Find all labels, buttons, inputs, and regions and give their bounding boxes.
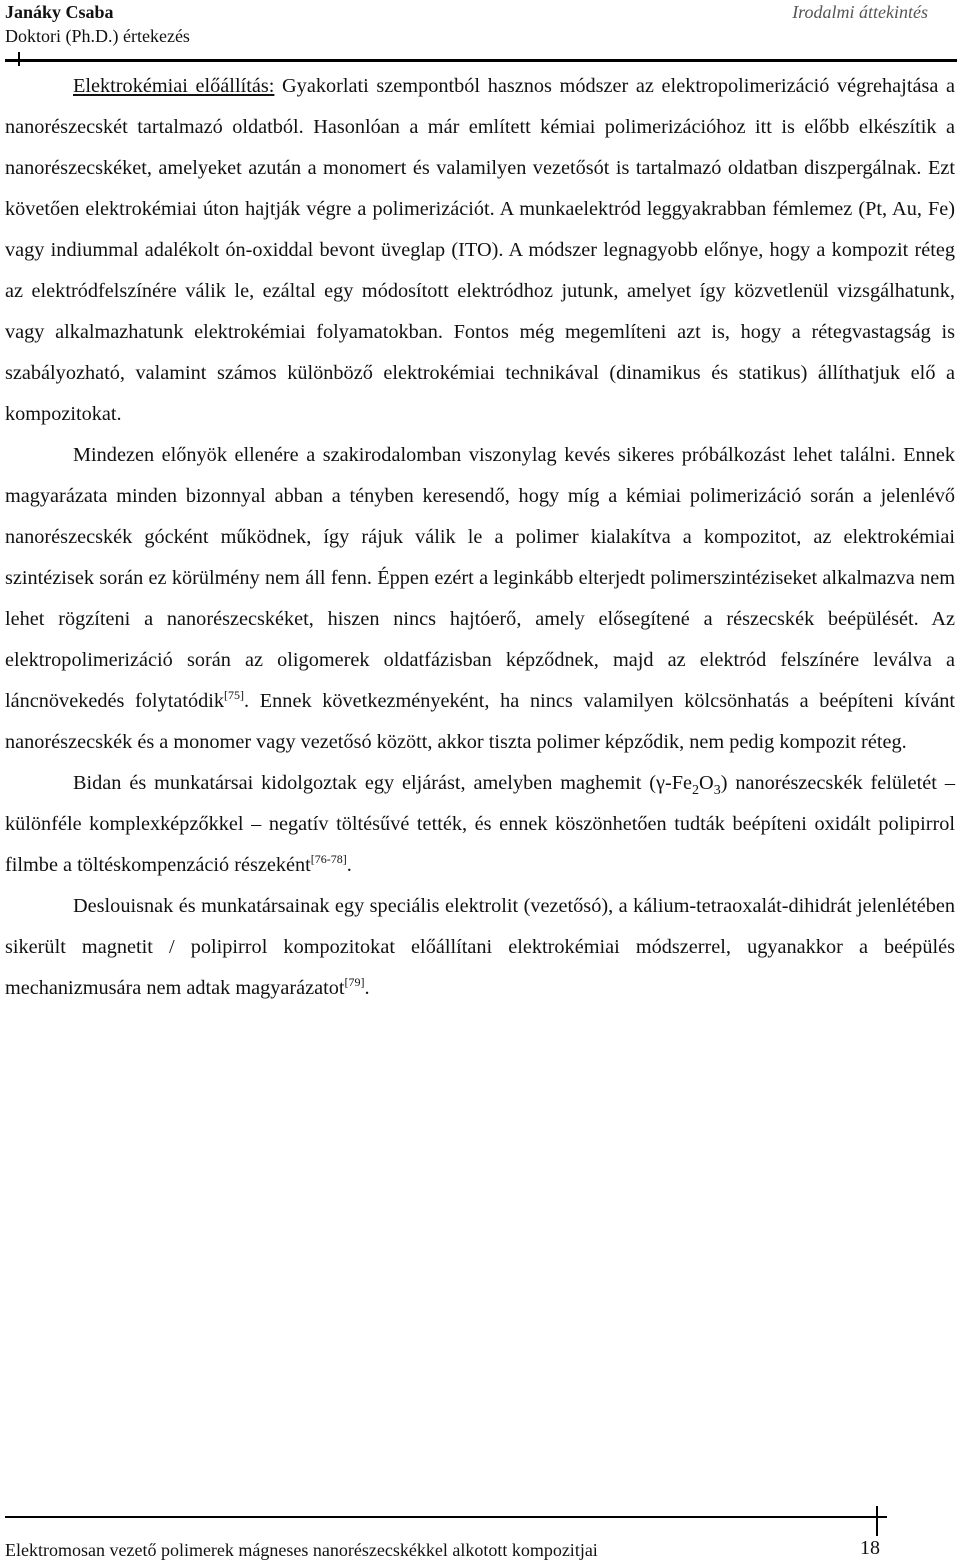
degree-line: Doktori (Ph.D.) értekezés (5, 26, 190, 46)
section-title: Irodalmi áttekintés (792, 2, 928, 22)
paragraph-1 (5, 66, 955, 435)
page-header-left (5, 0, 190, 48)
paragraph-4 (5, 886, 955, 1009)
citation-75: [75] (224, 688, 245, 703)
subscript-2: 2 (692, 783, 700, 799)
footer-rule (5, 1516, 887, 1518)
paragraph-2 (5, 435, 955, 763)
page-number: 18 (860, 1537, 880, 1559)
header-rule (5, 59, 957, 62)
footer-title: Elektromosan vezető polimerek mágneses nanorészecskékkel alkotott kompozitjai (5, 1540, 598, 1560)
citation-79: [79] (344, 975, 365, 990)
citation-76-78: [76-78] (310, 852, 347, 867)
paragraph-2-text-a: Mindezen előnyök ellenére a szakirodalomban viszonylag kevés sikeres próbálkozást lehet találni. Ennek magyarázata minden bizonnyal abban a tényben keresendő, hogy míg a kémiai polimerizáció során a jelenlévő nanorészecskék gócként működnek, így rájuk válik le a polimer kialakítva a kompozitot, az elektrokémiai szintézisek során ez körülmény nem áll fenn. Éppen ezért a leginkább elterjedt polimerszintéziseket alkalmazva nem lehet rögzíteni a nanorészecskéket, hiszen nincs hajtóerő, amely elősegítené a részecskék beépülését. Az elektropolimerizáció során az oligomerek oldatfázisban képződnek, majd az elektród felszínére leválva a láncnövekedés folytatódik (5, 444, 955, 712)
paragraph-3 (5, 763, 955, 886)
paragraph-heading: Elektrokémiai előállítás: (73, 75, 275, 97)
paragraph-2-text-b: . Ennek következményeként, ha nincs valamilyen kölcsönhatás a beépíteni kívánt nanorészecskék és a monomer vagy vezetősó között, akkor tiszta polimer képződik, nem pedig kompozit réteg. (5, 690, 955, 753)
subscript-3: 3 (713, 783, 721, 799)
paragraph-1-text: Gyakorlati szempontból hasznos módszer az elektropolimerizáció végrehajtása a nanorészecskét tartalmazó oldatból. Hasonlóan a már említett kémiai polimerizációhoz itt is előbb elkészítik a nanorészecskéket, amelyeket azután a monomert és valamilyen vezetősót is tartalmazó oldatban diszpergálnak. Ezt követően elektrokémiai úton hajtják végre a polimerizációt. A munkaelektród leggyakrabban fémlemez (Pt, Au, Fe) vagy indiummal adalékolt ón-oxiddal bevont üveglap (ITO). A módszer legnagyobb előnye, hogy a kompozit réteg az elektródfelszínére válik le, ezáltal egy módosított elektródhoz jutunk, amelyet így közvetlenül vizsgálhatunk, vagy alkalmazhatunk elektrokémiai folyamatokban. Fontos még megemlíteni azt is, hogy a rétegvastagság is szabályozható, valamint számos különböző elektrokémiai technikával (dinamikus és statikus) állíthatjuk elő a kompozitokat. (5, 75, 955, 425)
paragraph-3-text-a: Bidan és munkatársai kidolgoztak egy eljárást, amelyben maghemit (γ-Fe (73, 772, 693, 794)
author-name: Janáky Csaba (5, 2, 114, 22)
paragraph-4-text-a: Deslouisnak és munkatársainak egy speciális elektrolit (vezetősó), a kálium-tetraoxalát-dihidrát jelenlétében sikerült magnetit / polipirrol kompozitokat előállítani elektrokémiai módszerrel, ugyanakkor a beépülés mechanizmusára nem adtak magyarázatot (5, 895, 955, 999)
footer-rule-tick (876, 1506, 878, 1536)
paragraph-3-text-b: ) nanorészecskék felületét – különféle komplexképzőkkel – negatív töltésűvé tették, és ennek köszönhetően tudták beépíteni oxidált polipirrol filmbe a töltéskompenzáció részeként (5, 772, 955, 876)
formula-o: O (699, 772, 714, 794)
paragraph-4-text-b: . (364, 977, 370, 999)
header-rule-tick (18, 52, 20, 66)
paragraph-3-text-c: . (346, 854, 352, 876)
body-text (5, 66, 955, 1009)
